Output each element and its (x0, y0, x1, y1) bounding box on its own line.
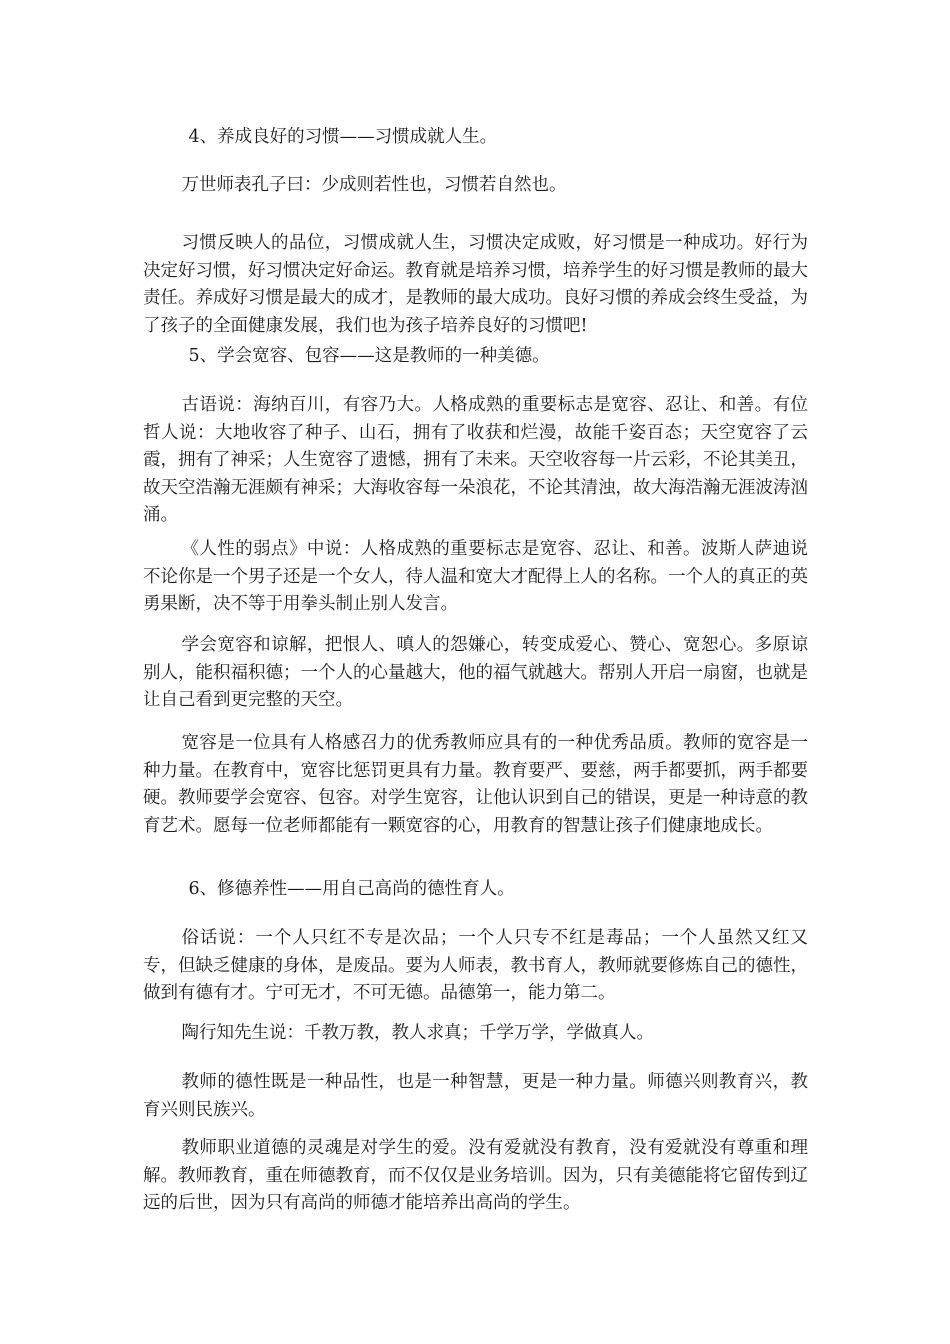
paragraph-teacher-virtue: 教师的德性既是一种品性，也是一种智慧，更是一种力量。师德兴则教育兴，教育兴则民族兴。 (143, 1072, 808, 1120)
section-heading-6: 6、修德养性——用自己高尚的德性育人。 (188, 879, 515, 899)
paragraph-teacher-ethics: 教师职业道德的灵魂是对学生的爱。没有爱就没有教育，没有爱就没有尊重和理解。教师教育，重在师德教育，而不仅仅是业务培训。因为，只有美德能将它留传到辽远的后世，因为只有高尚的师德才能培养出高尚的学生。 (143, 1138, 808, 1213)
section-heading-4: 4、养成良好的习惯——习惯成就人生。 (188, 127, 498, 147)
paragraph-forgiveness: 学会宽容和谅解，把恨人、嗔人的怨嫌心，转变成爱心、赞心、宽恕心。多原谅别人，能积福积德；一个人的心量越大，他的福气就越大。帮别人开启一扇窗，也就是让自己看到更完整的天空。 (143, 635, 808, 710)
paragraph-habits: 习惯反映人的品位，习惯成就人生，习惯决定成败，好习惯是一种成功。好行为决定好习惯，好习惯决定好命运。教育就是培养习惯，培养学生的好习惯是教师的最大责任。养成好习惯是最大的成才，是教师的最大成功。良好习惯的养成会终生受益，为了孩子的全面健康发展，我们也为孩子培养良好的习惯吧! (143, 233, 808, 336)
section-heading-5: 5、学会宽容、包容——这是教师的一种美德。 (188, 346, 550, 366)
paragraph-teacher-tolerance: 宽容是一位具有人格感召力的优秀教师应具有的一种优秀品质。教师的宽容是一种力量。在教育中，宽容比惩罚更具有力量。教育要严、要慈，两手都要抓，两手都要硬。教师要学会宽容、包容。对学生宽容，让他认识到自己的错误，更是一种诗意的教育艺术。愿每一位老师都能有一颗宽容的心，用教育的智慧让孩子们健康地成长。 (143, 733, 808, 836)
paragraph-tolerance-proverb: 古语说：海纳百川，有容乃大。人格成熟的重要标志是宽容、忍让、和善。有位哲人说：大地收容了种子、山石，拥有了收获和烂漫，故能千姿百态；天空宽容了云霞，拥有了神采；人生宽容了遗憾，拥有了未来。天空收容每一片云彩，不论其美丑，故天空浩瀚无涯颇有神采；大海收容每一朵浪花，不论其清浊，故大海浩瀚无涯波涛汹涌。 (143, 395, 808, 525)
paragraph-confucius-quote: 万世师表孔子曰：少成则若性也，习惯若自然也。 (181, 175, 567, 195)
paragraph-virtue-saying: 俗话说：一个人只红不专是次品；一个人只专不红是毒品；一个人虽然又红又专，但缺乏健康的身体，是废品。要为人师表，教书育人，教师就要修炼自己的德性，做到有德有才。宁可无才，不可无德。品德第一，能力第二。 (143, 928, 808, 1003)
paragraph-human-weakness: 《人性的弱点》中说：人格成熟的重要标志是宽容、忍让、和善。波斯人萨迪说不论你是一个男子还是一个女人，待人温和宽大才配得上人的名称。一个人的真正的英勇果断，决不等于用拳头制止别人发言。 (143, 539, 808, 614)
paragraph-tao-xingzhi: 陶行知先生说：千教万教，教人求真；千学万学，学做真人。 (181, 1023, 654, 1043)
